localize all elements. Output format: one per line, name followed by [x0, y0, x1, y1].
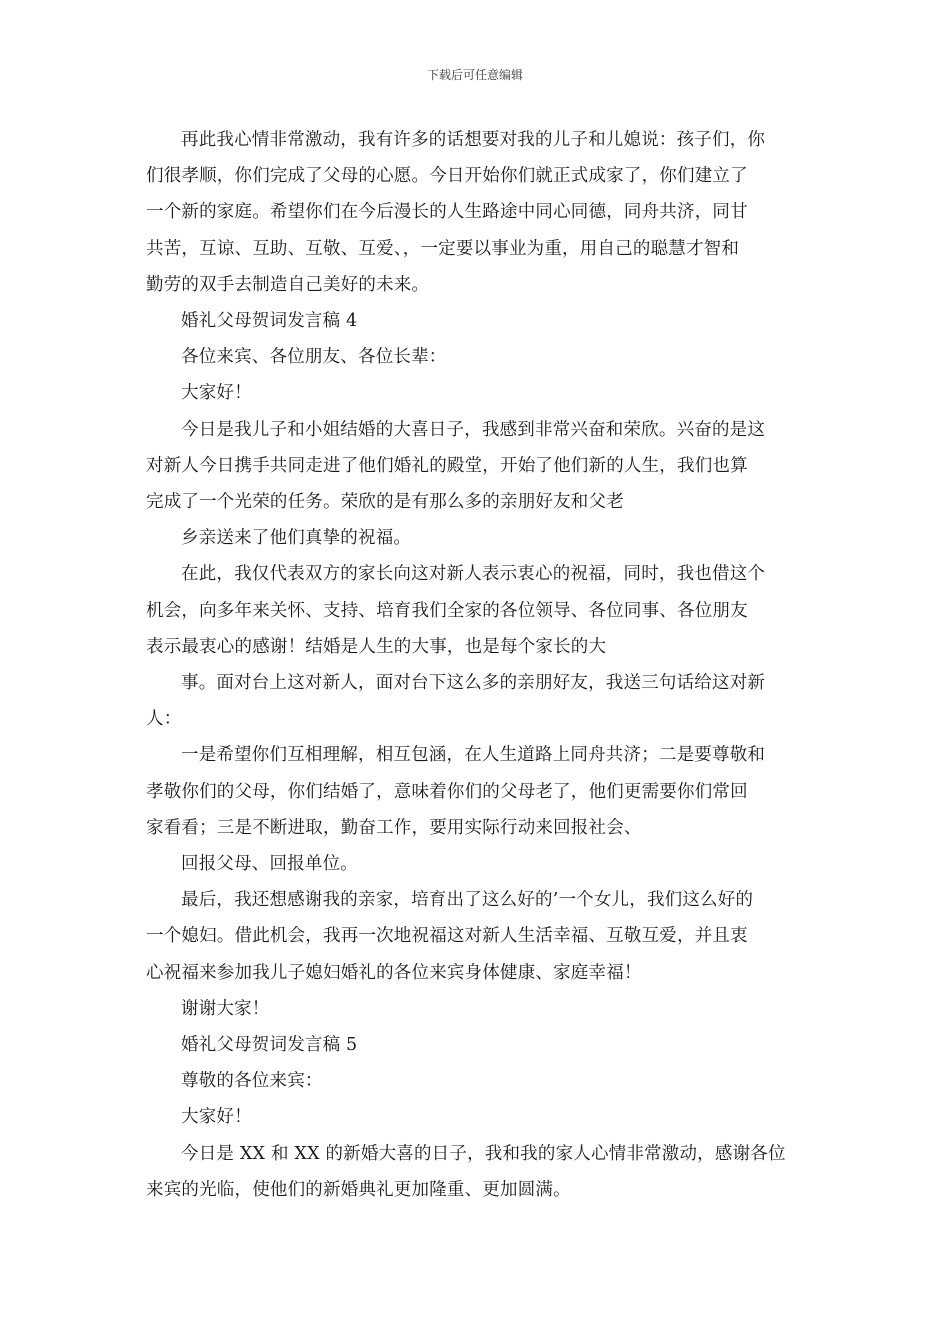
section-heading [146, 1027, 808, 1063]
text-line: 今日是我儿子和小姐结婚的大喜日子，我感到非常兴奋和荣欣。兴奋的是这 [181, 419, 766, 440]
text-line: 婚礼父母贺词发言稿 4 [181, 311, 358, 332]
text-line: 来宾的光临，使他们的新婚典礼更加隆重、更加圆满。 [146, 1179, 571, 1200]
text-line: 心祝福来参加我儿子媳妇婚礼的各位来宾身体健康、家庭幸福！ [146, 962, 642, 983]
text-line: 孝敬你们的父母，你们结婚了，意味着你们的父母老了，他们更需要你们常回 [146, 781, 748, 802]
text-line: 勤劳的双手去制造自己美好的未来。 [146, 274, 430, 295]
salutation [146, 1063, 808, 1099]
header-note: 下载后可任意编辑 [426, 68, 523, 82]
text-line: 一个新的家庭。希望你们在今后漫长的人生路途中同心同德，同舟共济，同甘 [146, 202, 748, 223]
text-line: 回报父母、回报单位。 [181, 854, 358, 875]
paragraph [146, 665, 808, 737]
text-line: 大家好！ [181, 383, 252, 404]
text-line: 在此，我仅代表双方的家长向这对新人表示衷心的祝福，同时，我也借这个 [181, 564, 766, 585]
greeting [146, 1099, 808, 1135]
salutation [146, 339, 808, 375]
greeting [146, 375, 808, 411]
document-body [146, 122, 808, 1208]
text-line: 乡亲送来了他们真挚的祝福。 [181, 528, 412, 549]
text-line: 今日是 XX 和 XX 的新婚大喜的日子，我和我的家人心情非常激动，感谢各位 [181, 1143, 786, 1164]
text-line: 人： [146, 709, 182, 730]
text-line: 最后，我还想感谢我的亲家，培育出了这么好的’一个女儿，我们这么好的 [181, 890, 754, 911]
text-line: 各位来宾、各位朋友、各位长辈： [181, 347, 447, 368]
text-line: 完成了一个光荣的任务。荣欣的是有那么多的亲朋好友和父老 [146, 492, 624, 513]
paragraph [146, 520, 808, 556]
paragraph [146, 412, 808, 521]
text-line: 表示最衷心的感谢！结婚是人生的大事，也是每个家长的大 [146, 636, 607, 657]
paragraph [146, 846, 808, 882]
text-line: 尊敬的各位来宾： [181, 1071, 323, 1092]
closing [146, 991, 808, 1027]
paragraph [146, 556, 808, 665]
text-line: 机会，向多年来关怀、支持、培育我们全家的各位领导、各位同事、各位朋友 [146, 600, 748, 621]
text-line: 谢谢大家！ [181, 998, 270, 1019]
text-line: 共苦，互谅、互助、互敬、互爱、，一定要以事业为重，用自己的聪慧才智和 [146, 238, 740, 259]
text-line: 家看看；三是不断进取，勤奋工作，要用实际行动来回报社会、 [146, 817, 642, 838]
text-line: 事。面对台上这对新人，面对台下这么多的亲朋好友，我送三句话给这对新 [181, 673, 766, 694]
section-heading [146, 303, 808, 339]
text-line: 们很孝顺，你们完成了父母的心愿。今日开始你们就正式成家了，你们建立了 [146, 166, 748, 187]
text-line: 再此我心情非常激动，我有许多的话想要对我的儿子和儿媳说：孩子们，你 [181, 130, 766, 150]
text-line: 对新人今日携手共同走进了他们婚礼的殿堂，开始了他们新的人生，我们也算 [146, 455, 748, 476]
text-line: 婚礼父母贺词发言稿 5 [181, 1035, 358, 1056]
text-line: 大家好！ [181, 1107, 252, 1128]
text-line: 一个媳妇。借此机会，我再一次地祝福这对新人生活幸福、互敬互爱，并且衷 [146, 926, 748, 947]
text-line: 一是希望你们互相理解，相互包涵，在人生道路上同舟共济；二是要尊敬和 [181, 745, 766, 766]
paragraph [146, 737, 808, 846]
paragraph [146, 122, 808, 303]
paragraph [146, 882, 808, 991]
paragraph [146, 1136, 808, 1208]
